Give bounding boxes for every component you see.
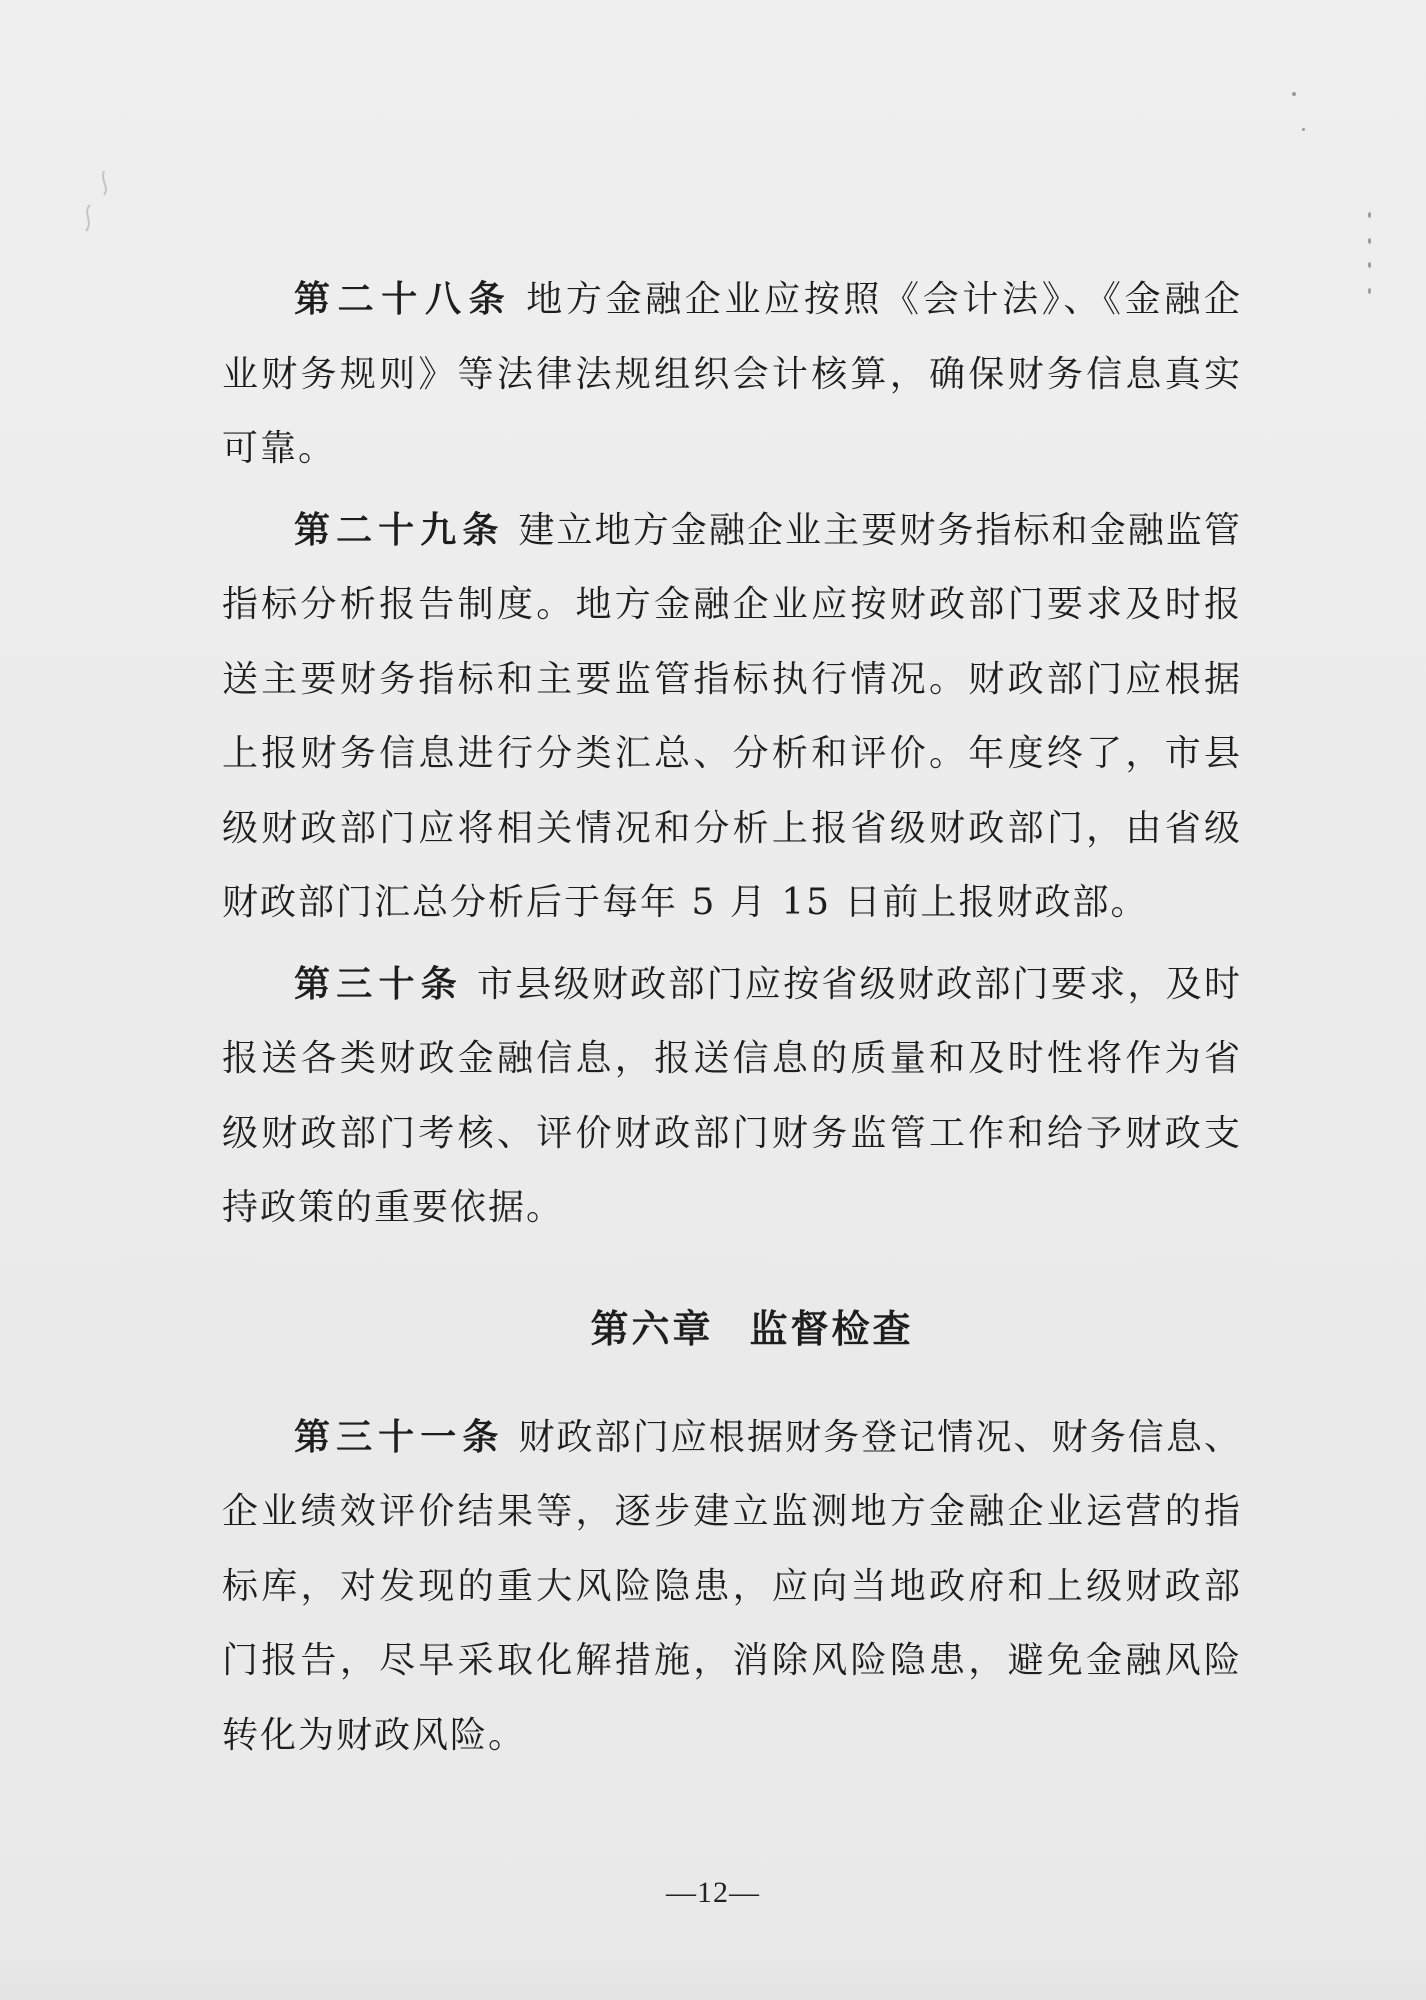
article-text: 建立地方金融企业主要财务指标和金融监管指标分析报告制度。地方金融企业应按财政部门要求及时报送主要财务指标和主要监管指标执行情况。财政部门应根据上报财务信息进行分类汇总、分析和评价。年度终了，市县级财政部门应将相关情况和分析上报省级财政部门，由省级财政部门汇总分析后于每年 5 月 15 日前上报财政部。 — [222, 509, 1242, 923]
article-31 — [222, 1400, 1242, 1774]
article-number: 第三十条 — [294, 962, 464, 1005]
article-number: 第三十一条 — [294, 1415, 505, 1458]
scan-dot — [1368, 288, 1371, 294]
scan-dot — [1368, 212, 1371, 218]
article-number: 第二十八条 — [294, 278, 513, 320]
article-text: 财政部门应根据财务登记情况、财务信息、企业绩效评价结果等，逐步建立监测地方金融企业运营的指标库，对发现的重大风险隐患，应向当地政府和上级财政部门报告，尽早采取化解措施，消除风险隐患，避免金融风险转化为财政风险。 — [222, 1416, 1242, 1756]
article-text: 市县级财政部门应按省级财政部门要求，及时报送各类财政金融信息，报送信息的质量和及时性将作为省级财政部门考核、评价财政部门财务监管工作和给予财政支持政策的重要依据。 — [222, 963, 1242, 1228]
scan-dot — [1302, 128, 1305, 131]
chapter-title: 监督检查 — [749, 1306, 914, 1351]
article-30 — [222, 947, 1242, 1246]
article-29 — [222, 493, 1242, 941]
article-number: 第二十九条 — [294, 508, 505, 551]
scan-edge — [0, 1940, 1426, 2000]
article-text: 地方金融企业应按照《会计法》、《金融企业财务规则》等法律法规组织会计核算，确保财务信息真实可靠。 — [222, 279, 1242, 469]
document-body — [222, 262, 1242, 1779]
chapter-number: 第六章 — [590, 1306, 714, 1351]
pencil-mark-icon — [70, 165, 122, 235]
page-number: —12— — [666, 1876, 760, 1909]
scan-dot — [1368, 262, 1371, 268]
chapter-heading — [222, 1304, 1242, 1354]
scan-dot — [1292, 92, 1296, 96]
scan-dot — [1368, 238, 1371, 244]
article-28 — [222, 262, 1242, 487]
